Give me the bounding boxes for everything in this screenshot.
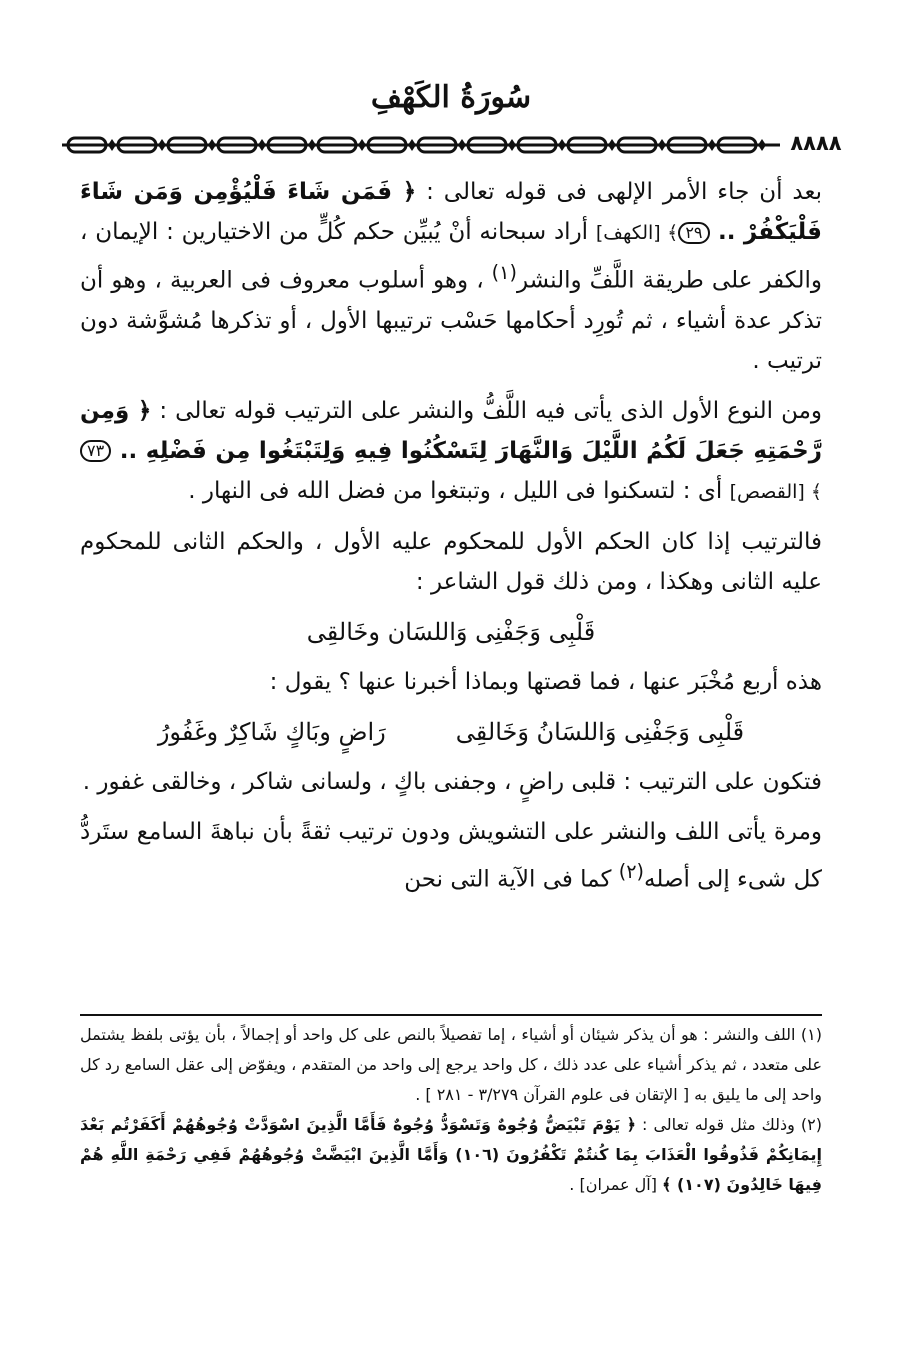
text: (٢) وذلك مثل قوله تعالى : <box>635 1115 823 1134</box>
footnote-2 <box>80 1110 822 1200</box>
text: بعد أن جاء الأمر الإلهى فى قوله تعالى : <box>416 179 822 205</box>
text: ومن النوع الأول الذى يأتى فيه اللَّفُّ والنشر على الترتيب قوله تعالى : <box>151 397 822 424</box>
poem-hemistich-first: قَلْبِى وَجَفْنِى وَاللسَانُ وَخَالقِى <box>455 717 745 746</box>
paragraph-4: هذه أربع مُخْبَر عنها ، فما قصتها وبماذا أخبرنا عنها ؟ يقول : <box>269 668 822 695</box>
surah-reference: [آل عمران] . <box>569 1175 663 1194</box>
quran-quote: ﴿ وَمِن رَّحْمَتِهِ جَعَلَ لَكُمُ اللَّيْلَ وَالنَّهَارَ لِتَسْكُنُوا فِيهِ وَلِتَبْتَغُوا مِن فَضْلِهِ .. <box>80 397 822 464</box>
text: أى : لتسكنوا فى الليل ، وتبتغوا من فضل الله فى النهار . <box>188 477 730 504</box>
verse-number: ٢٩ <box>678 222 709 244</box>
poem-hemistich-second: رَاضٍ وبَاكٍ شَاكِرٌ وغَفُورُ <box>157 717 386 746</box>
text: ، وهو أسلوب معروف فى العربية ، وهو أن تذكر عدة أشياء ، ثم تُورِد أحكامها حَسْب ترتيبها الأول ، أو تذكرها مُشوَّشة دون ترتيب . <box>80 267 822 374</box>
decorative-header-band <box>62 131 842 158</box>
verse-number: ٧٣ <box>80 440 111 462</box>
paragraph-6 <box>80 812 822 900</box>
text: ومرة يأتى اللف والنشر على التشويش ودون ترتيب ثقةً بأن نباهةَ السامع ستَردُّ كل شىء إلى أصله <box>80 818 822 893</box>
text: كما فى الآية التى نحن <box>404 866 619 893</box>
footnote-marker: (١) <box>491 261 517 284</box>
paragraph-2 <box>80 391 822 512</box>
text: أراد سبحانه أنْ يُبيِّن حكم كُلٍّ من الاختيارين : الإيمان ، والكفر على طريقة اللَّفِّ والنشر <box>80 219 822 294</box>
paragraph-1 <box>80 172 822 381</box>
chain-ornament <box>62 132 832 158</box>
quran-quote: ﴿ يَوْمَ تَبْيَضُّ وُجُوهٌ وَتَسْوَدُّ وُجُوهٌ فَأَمَّا الَّذِينَ اسْوَدَّتْ وُجُوهُهُمْ أَكَفَرْتُم بَعْدَ إِيمَانِكُمْ فَذُوقُوا الْعَذَابَ بِمَا كُنتُمْ تَكْفُرُونَ (١٠٦) وَأَمَّا الَّذِينَ ابْيَضَّتْ وُجُوهُهُمْ فَفِي رَحْمَةِ اللَّهِ هُمْ فِيهَا خَالِدُونَ (١٠٧) ﴾ <box>80 1115 823 1194</box>
poem-line <box>80 712 822 752</box>
footnote-marker: (٢) <box>618 859 644 883</box>
quran-quote: ﴿ فَمَن شَاءَ فَلْيُؤْمِن وَمَن شَاءَ فَلْيَكْفُرْ .. <box>80 179 822 245</box>
page-number: ٨٨٨٨ <box>780 130 852 156</box>
footnotes <box>80 1020 822 1200</box>
footnote-divider <box>80 1014 822 1016</box>
surah-title: سُورَةُ الكَهْفِ <box>370 80 532 115</box>
main-text <box>80 172 822 909</box>
footnote-1: (١) اللف والنشر : هو أن يذكر شيئان أو أشياء ، إما تفصيلاً بالنص على كل واحد أو إجمالاً ، بأن يؤتى بلفظ يشتمل على متعدد ، ثم يذكر أشياء على عدد ذلك ، كل واحد يرجع إلى واحد من المتقدم ، ويفوّض إلى عقل السامع رد كل واحد إلى ما يليق به [ الإتقان فى علوم القرآن ٣/٢٧٩ - ٢٨١ ] . <box>80 1025 822 1104</box>
paragraph-5: فتكون على الترتيب : قلبى راضٍ ، وجفنى باكٍ ، ولسانى شاكر ، وخالقى غفور . <box>82 768 822 795</box>
surah-reference: ﴾ [القصص] <box>729 480 822 503</box>
poem-verse: قَلْبِى وَجَفْنِى وَاللسَان وخَالقِى <box>306 617 596 646</box>
paragraph-3: فالترتيب إذا كان الحكم الأول للمحكوم عليه الأول ، والحكم الثانى للمحكوم عليه الثانى وهكذا ، ومن ذلك قول الشاعر : <box>80 528 822 595</box>
surah-reference: ﴾ [الكهف] <box>595 222 679 244</box>
